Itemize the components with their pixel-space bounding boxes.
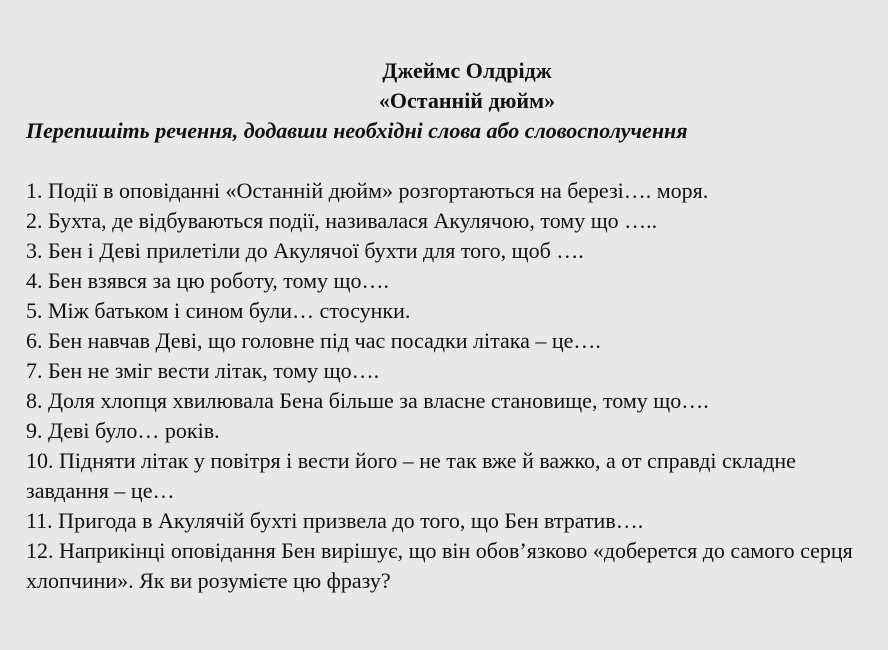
- story-title: «Останній дюйм»: [378, 88, 556, 113]
- question-item: 10. Підняти літак у повітря і вести його – не так вже й важко, а от справді складне завдання – це…: [26, 448, 796, 503]
- question-item: 12. Наприкінці оповідання Бен вирішує, що він обов’язково «доберется до самого серця хлопчини». Як ви розумієте цю фразу?: [26, 538, 853, 593]
- question-item: 2. Бухта, де відбуваються події, називалася Акулячою, тому що …..: [26, 208, 658, 233]
- question-item: 1. Події в оповіданні «Останній дюйм» розгортаються на березі…. моря.: [26, 178, 709, 203]
- question-item: 3. Бен і Деві прилетіли до Акулячої бухти для того, щоб ….: [26, 238, 584, 263]
- question-item: 6. Бен навчав Деві, що головне під час посадки літака – це….: [26, 328, 601, 353]
- question-item: 11. Пригода в Акулячій бухті призвела до того, що Бен втратив….: [26, 508, 644, 533]
- question-item: 8. Доля хлопця хвилювала Бена більше за власне становище, тому що….: [26, 388, 709, 413]
- question-item: 4. Бен взявся за цю роботу, тому що….: [26, 268, 389, 293]
- question-item: 7. Бен не зміг вести літак, тому що….: [26, 358, 380, 383]
- task-instruction: Перепишіть речення, додавши необхідні слова або словосполучення: [26, 118, 688, 143]
- question-item: 9. Деві було… років.: [26, 418, 220, 443]
- question-list: [26, 176, 864, 596]
- question-item: 5. Між батьком і сином були… стосунки.: [26, 298, 411, 323]
- author-heading: Джеймс Олдрідж: [382, 58, 552, 83]
